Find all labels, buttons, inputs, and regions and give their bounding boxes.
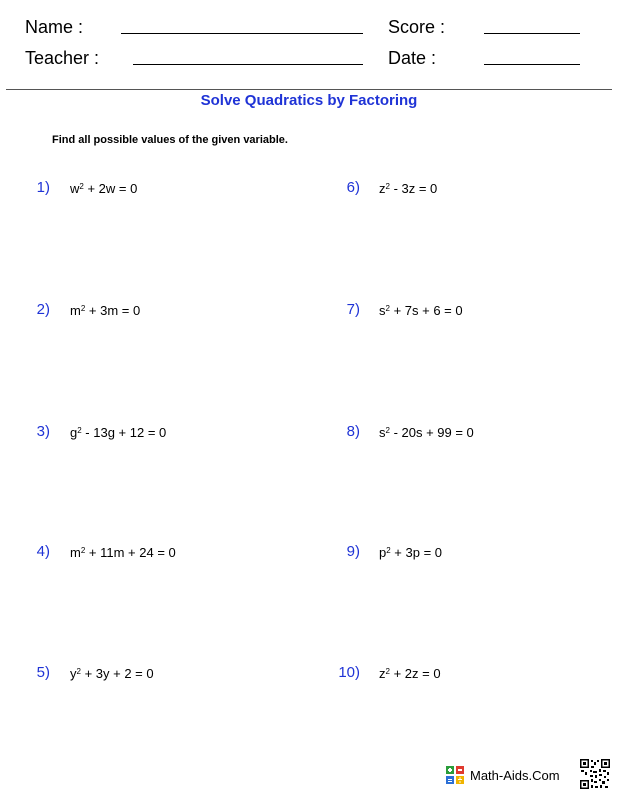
problem-number: 10) [338, 664, 360, 681]
header-divider [6, 89, 612, 90]
problem-equation: $y^2 + 3y + 2 = 0$ [70, 666, 154, 681]
score-label: Score : [388, 17, 446, 37]
problem-number: 4) [36, 543, 50, 560]
problem-number: 6) [346, 179, 360, 196]
problem-equation: $z^2 - 3z = 0$ [379, 181, 438, 196]
qr-code-icon [580, 759, 610, 789]
problem-equation: $g^2 - 13g + 12 = 0$ [70, 425, 167, 440]
problem-equation: $w^2 + 2w = 0$ [70, 181, 138, 196]
problem-equation: $s^2 + 7s + 6 = 0$ [379, 303, 463, 318]
problem-number: 7) [346, 301, 360, 318]
date-field[interactable] [484, 64, 580, 65]
teacher-field[interactable] [133, 64, 363, 65]
problem-equation: $m^2 + 3m = 0$ [70, 303, 141, 318]
teacher-label: Teacher : [25, 48, 100, 68]
problem-equation: $z^2 + 2z = 0$ [379, 666, 441, 681]
name-field[interactable] [121, 33, 363, 34]
problem-equation: $p^2 + 3p = 0$ [379, 545, 443, 560]
calculator-logo-icon [446, 766, 464, 784]
date-label: Date : [388, 48, 437, 68]
problem-equation: $m^2 + 11m + 24 = 0$ [70, 545, 176, 560]
name-label: Name : [25, 17, 84, 37]
problem-number: 3) [36, 423, 50, 440]
worksheet-title: Solve Quadratics by Factoring [200, 92, 418, 109]
problem-equation: $s^2 - 20s + 99 = 0$ [379, 425, 474, 440]
instructions: Find all possible values of the given variable. [52, 134, 288, 146]
problem-number: 5) [36, 664, 50, 681]
problem-number: 1) [36, 179, 50, 196]
score-field[interactable] [484, 33, 580, 34]
site-name: Math-Aids.Com [470, 768, 560, 783]
problem-number: 9) [346, 543, 360, 560]
problem-number: 8) [346, 423, 360, 440]
problem-number: 2) [36, 301, 50, 318]
